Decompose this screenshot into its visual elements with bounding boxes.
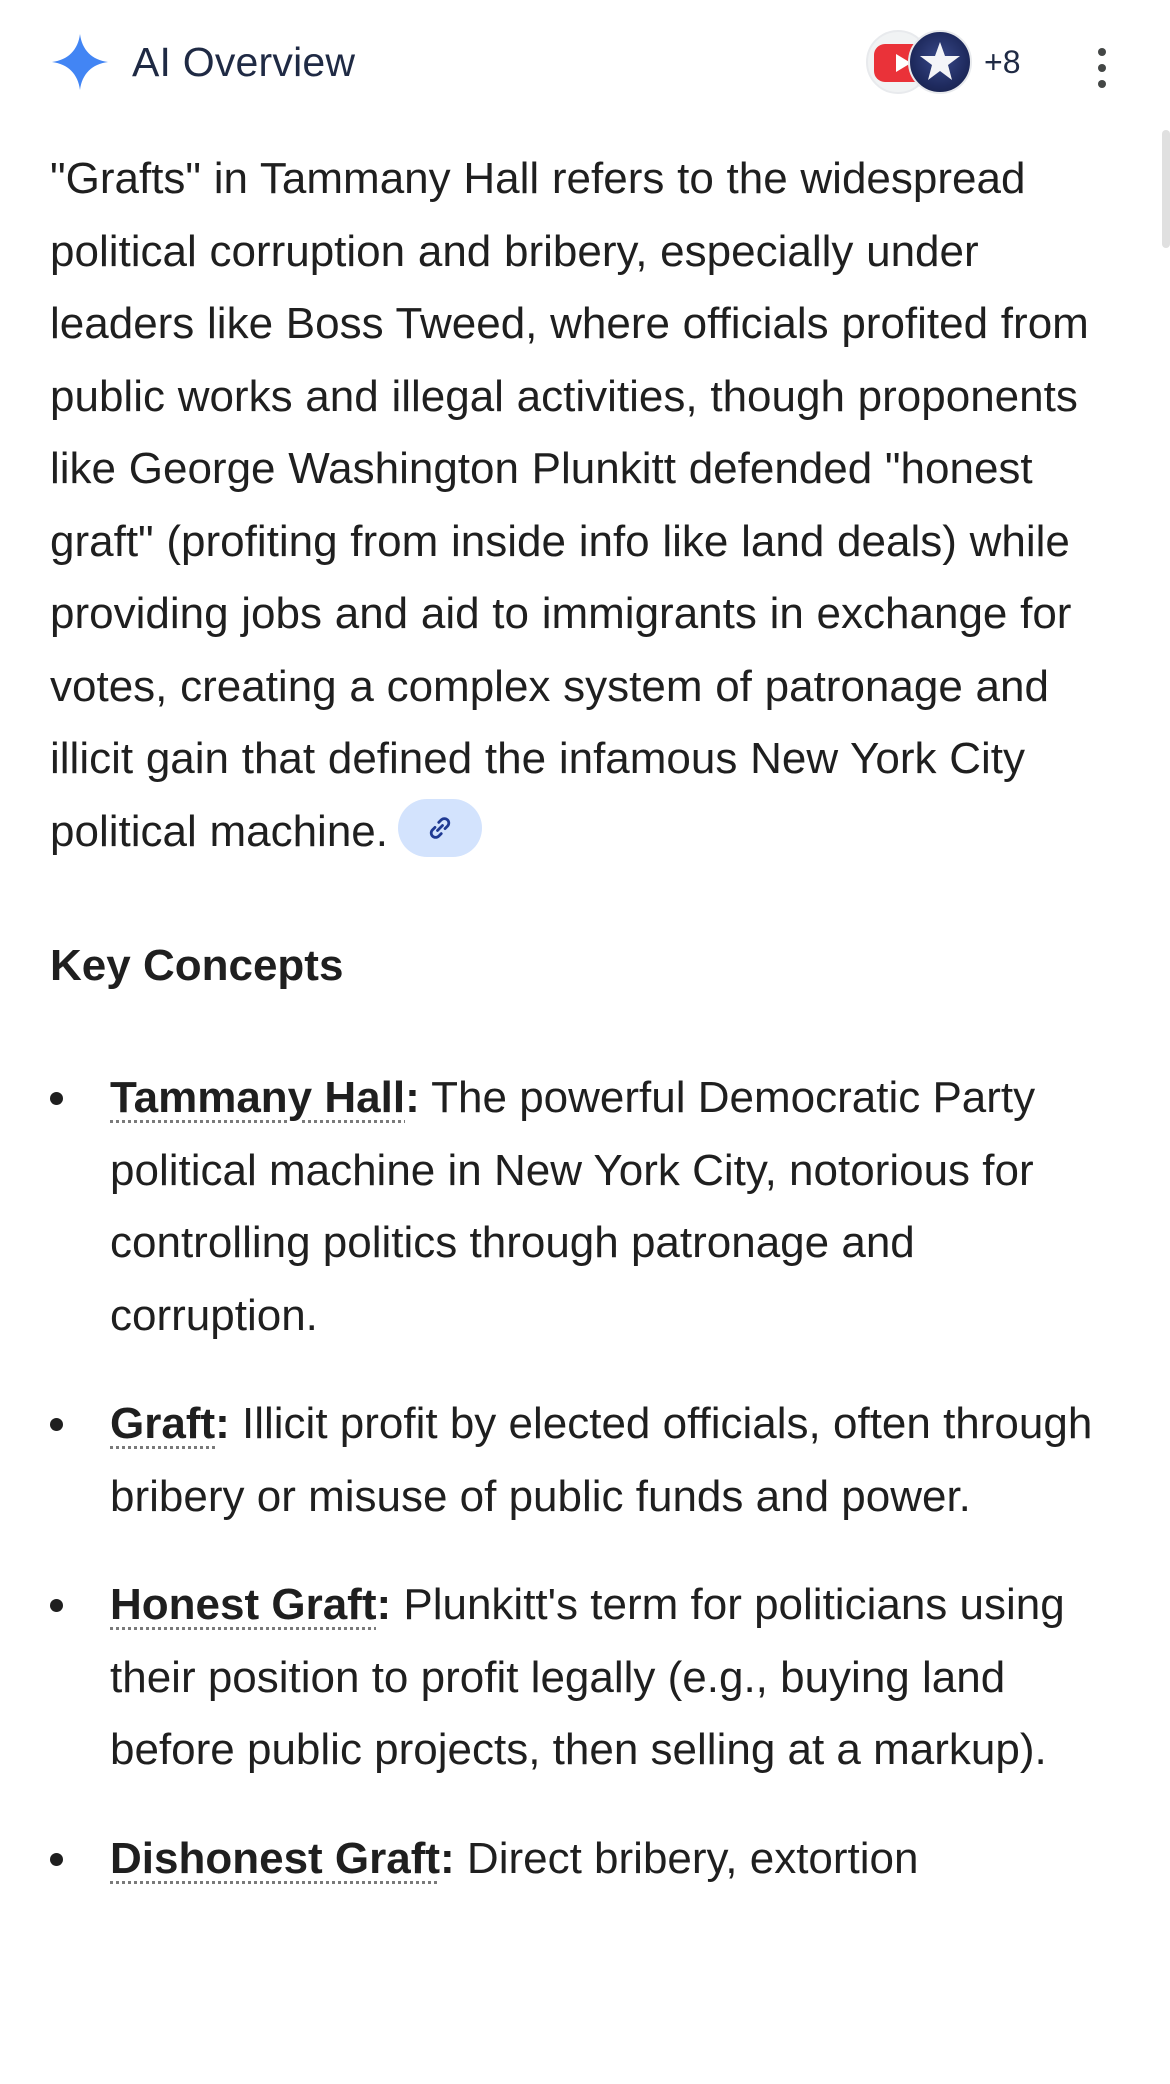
spark-icon xyxy=(50,32,110,92)
ai-overview-content xyxy=(50,143,1130,1931)
term-tammany-hall[interactable]: Tammany Hall xyxy=(110,1073,406,1122)
term-description: Direct bribery, extortion xyxy=(454,1833,919,1883)
bullet xyxy=(50,1418,63,1431)
scrollbar[interactable] xyxy=(1162,130,1170,248)
bullet xyxy=(50,1092,63,1105)
ai-overview-title: AI Overview xyxy=(132,39,356,85)
term-description: Plunkitt's term for politicians using their position to profit legally (e.g., buying land before public projects, then selling at a markup). xyxy=(110,1580,1065,1774)
citation-link-button[interactable] xyxy=(398,799,482,857)
link-icon xyxy=(425,813,455,843)
term-description: The powerful Democratic Party political machine in New York City, notorious for controlling politics through patronage and corruption. xyxy=(110,1073,1036,1340)
key-concepts-heading: Key Concepts xyxy=(50,941,344,990)
term-description: Illicit profit by elected officials, often through bribery or misuse of public funds and power. xyxy=(110,1399,1093,1521)
term-dishonest-graft[interactable]: Dishonest Graft xyxy=(110,1833,441,1883)
sources-button[interactable] xyxy=(866,30,1056,94)
term-colon: : xyxy=(215,1399,230,1448)
term-graft[interactable]: Graft xyxy=(110,1399,216,1448)
summary-text: "Grafts" in Tammany Hall refers to the widespread political corruption and bribery, especially under leaders like Boss Tweed, where officials profited from public works and illegal activities, though proponents like George Washington Plunkitt defended "honest graft" (profiting from inside info like land deals) while providing jobs and aid to immigrants in exchange for votes, creating a complex system of patronage and illicit gain that defined the infamous New York City political machine. xyxy=(50,154,1089,856)
more-vertical-icon[interactable] xyxy=(1082,34,1122,90)
bullet xyxy=(50,1599,63,1612)
term-colon: : xyxy=(376,1580,392,1629)
bullet xyxy=(50,1853,63,1866)
summary-paragraph xyxy=(50,143,1130,868)
term-colon: : xyxy=(405,1073,420,1122)
star-logo-icon xyxy=(908,30,972,94)
ai-overview-header xyxy=(0,0,1170,126)
sources-more-count: +8 xyxy=(984,44,1021,80)
term-honest-graft[interactable]: Honest Graft xyxy=(110,1580,377,1629)
key-concepts-list xyxy=(50,1062,1130,1895)
list-item xyxy=(50,1823,1130,1896)
list-item xyxy=(50,1388,1130,1533)
term-colon: : xyxy=(440,1833,455,1883)
list-item xyxy=(50,1569,1130,1787)
list-item xyxy=(50,1062,1130,1352)
